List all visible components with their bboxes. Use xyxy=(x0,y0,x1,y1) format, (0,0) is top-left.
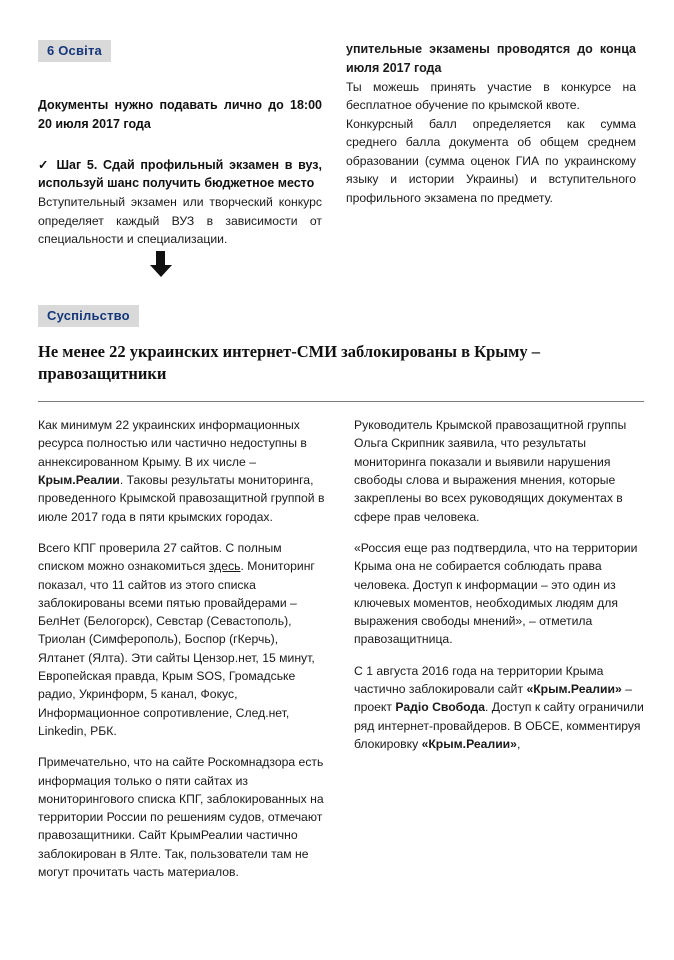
paragraph-1-part-c: . Таковы результаты мониторинга, проведенного Крымской правозащитной группой в июле 2017 года в пяти крымских городах. xyxy=(38,473,325,524)
paragraph-2 xyxy=(38,539,328,740)
crimea-realii-mention-2: «Крым.Реалии» xyxy=(421,736,517,751)
paragraph-6 xyxy=(354,662,644,753)
section-tag-education: 6 Освіта xyxy=(38,40,111,62)
article-title: Не менее 22 украинских интернет-СМИ заблокированы в Крыму – правозащитники xyxy=(38,341,541,383)
article-left-column xyxy=(38,416,328,881)
crimea-realii-mention: Крым.Реалии xyxy=(38,473,120,488)
title-divider xyxy=(38,401,644,402)
score-paragraph: Конкурсный балл определяется как сумма среднего балла документа об общем среднем образовании (сумма оценок ГИА по украинскому языку и истории Украины) и вступительного профильного экзамена по предмету. xyxy=(346,116,636,205)
article-right-column xyxy=(354,416,644,881)
quota-paragraph: Ты можешь принять участие в конкурсе на бесплатное обучение по крымской квоте. xyxy=(346,79,636,113)
paragraph-2-part-a: Всего КПГ проверила 27 сайтов. С полным списком можно ознакомиться xyxy=(38,540,282,574)
exam-description: Вступительный экзамен или творческий конкурс определяет каждый ВУЗ в зависимости от специальности и специализации. xyxy=(38,195,322,247)
paragraph-6-part-a: С 1 августа 2016 года на территории Крыма частично заблокировали сайт xyxy=(354,663,604,697)
deadline-text: Документы нужно подавать лично до 18:00 20 июля 2017 года xyxy=(38,98,322,131)
top-left-column xyxy=(38,40,322,251)
paragraph-6-part-c: – проект xyxy=(354,682,632,715)
paragraph-1 xyxy=(38,416,328,526)
radio-svoboda-mention: Радіо Свобода xyxy=(395,700,485,715)
paragraph-6-part-g: , xyxy=(516,736,521,751)
top-section xyxy=(0,0,674,251)
crimea-realii-site-mention: «Крым.Реалии» xyxy=(526,682,622,697)
paragraph-4: Руководитель Крымской правозащитной группы Ольга Скрипник заявила, что результаты мониторинга показали и выявили нарушения свободы слова и выражения мнения, которые закреплены во всех руководящих документах в сфере прав человека. xyxy=(354,418,627,524)
society-section xyxy=(0,305,674,882)
section-tag-society: Суспільство xyxy=(38,305,139,327)
exams-period-heading: упительные экзамены проводятся до конца июля 2017 года xyxy=(346,42,636,75)
paragraph-1-part-a: Как минимум 22 украинских информационных ресурса полностью или частично недоступны в аннексированном Крыму. В их числе – xyxy=(38,418,307,469)
paragraph-2-part-b: . Мониторинг показал, что 11 сайтов из этого списка заблокированы всеми пятью провайдерами – БелНет (Белогорск), Севстар (Севастополь), Триолан (Симферополь), Боспор (гКерчь), Ялтанет (Ялта). Эти сайты Цензор.нет, 15 минут, Европейская правда, Крым SOS, Громадське радио, Укринформ, 5 канал, Фокус, Информационное сопротивление, След.нет, Linkedin, РБК. xyxy=(38,559,315,738)
step-heading: ✓ Шаг 5. Сдай профильный экзамен в вуз, используй шанс получить бюджетное место xyxy=(38,157,322,191)
paragraph-5: «Россия еще раз подтвердила, что на территории Крыма она не собирается соблюдать права человека. Доступ к информации – это один из ключевых моментов, необходимых людям для выражения свободы мнений», – отметила правозащитница. xyxy=(354,540,638,647)
paragraph-3: Примечательно, что на сайте Роскомнадзора есть информация только о пяти сайтах из мониторингового списка КПГ, заблокированных на территории России по решениям судов, отмечают правозащитники. Сайт КрымРеалии частично заблокирован в Ялте. Так, пользователи там не могут прочитать часть материалов. xyxy=(38,755,324,879)
article-columns xyxy=(38,416,644,881)
top-right-column xyxy=(346,40,636,251)
full-list-link[interactable]: здесь xyxy=(208,559,241,574)
paragraph-6-part-e: . Доступ к сайту ограничили ряд интернет-провайдеров. В ОБСЕ, комментируя блокировку xyxy=(354,700,644,751)
